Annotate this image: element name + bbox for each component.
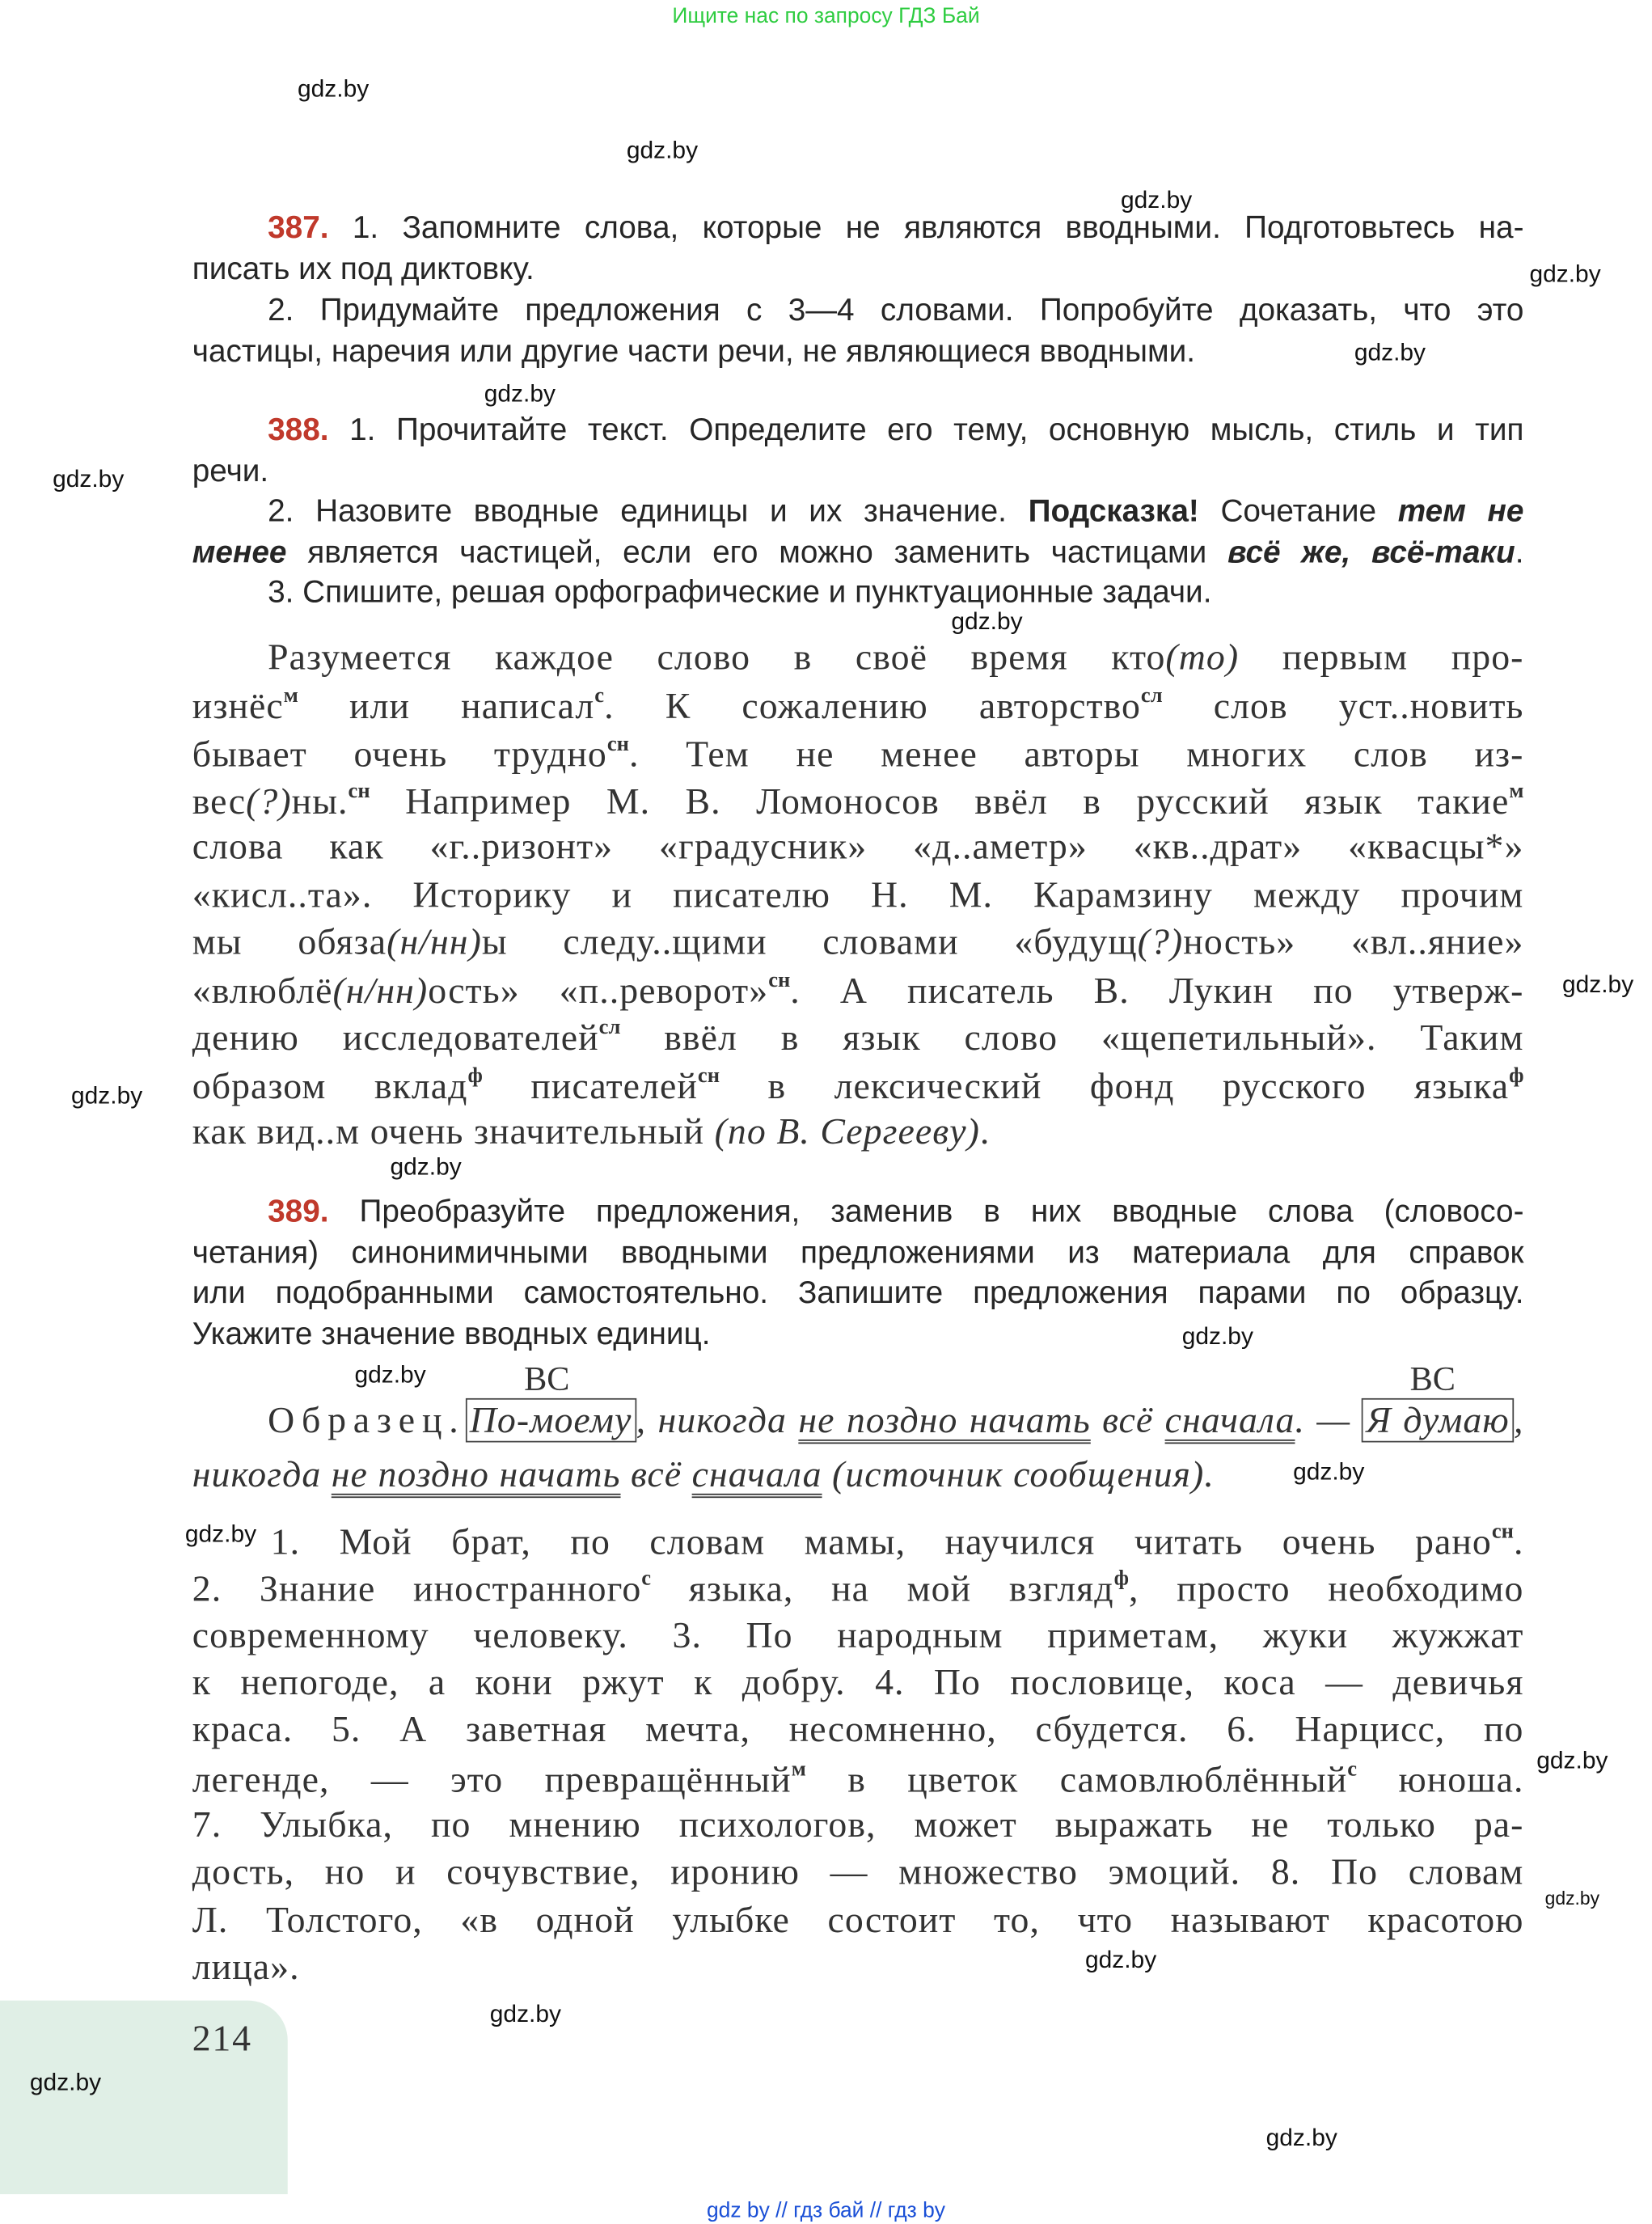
text-line <box>268 1399 1524 1441</box>
text-segment: Разумеется каждое слово в своё время кто <box>268 636 1166 679</box>
text-segment: 3. Спишите, решая орфографические и пунктуационные задачи. <box>268 573 1212 610</box>
text-line <box>192 1850 1524 1892</box>
watermark: gdz.by <box>489 2000 561 2028</box>
text-segment: слов уст..новить <box>1162 685 1524 727</box>
exercise-number: 388. <box>268 411 329 447</box>
text-segment: сначала <box>691 1453 822 1495</box>
text-line <box>192 1569 1524 1608</box>
text-segment: к непогоде, а кони ржут к добру. 4. По пословице, коса — девичья <box>192 1661 1524 1703</box>
watermark: gdz.by <box>1181 1322 1253 1351</box>
text-line <box>192 921 1524 963</box>
text-line <box>192 1614 1524 1656</box>
text-line <box>192 826 1524 868</box>
text-segment: изнёс <box>192 685 284 727</box>
superscript-mark: м <box>283 684 298 708</box>
text-segment: легенде, — это превращённый <box>192 1758 792 1800</box>
text-segment: частицы, наречия или другие части речи, не являющиеся вводными. <box>192 332 1196 369</box>
text-line <box>192 874 1524 916</box>
superscript-mark: сн <box>768 969 791 993</box>
text-segment: . А писатель В. Лукин по утверж- <box>790 970 1524 1012</box>
text-segment: всё <box>1090 1399 1165 1441</box>
text-segment: всё же, всё-таки <box>1227 534 1515 570</box>
text-line <box>192 1110 1524 1152</box>
watermark: gdz.by <box>1354 339 1426 366</box>
watermark: gdz.by <box>29 2069 102 2096</box>
watermark: gdz.by <box>184 1520 257 1548</box>
watermark: gdz.by <box>626 137 699 164</box>
text-segment: первым про- <box>1239 636 1524 679</box>
watermark: gdz.by <box>1293 1457 1365 1486</box>
text-segment: 2. Назовите вводные единицы и их значение. <box>268 493 1029 529</box>
text-segment: Преобразуйте предложения, заменив в них вводные слова (словосо- <box>328 1193 1524 1229</box>
superscript-mark: ф <box>467 1064 483 1089</box>
text-segment: или подобранными самостоятельно. Запишите предложения парами по образцу. <box>192 1274 1524 1310</box>
text-segment: лица». <box>192 1946 300 1988</box>
superscript-mark: сн <box>1491 1520 1514 1544</box>
text-segment: ны. <box>291 780 349 822</box>
text-line <box>192 1274 1524 1310</box>
text-segment: тем не <box>1397 493 1524 529</box>
text-segment: , просто необходимо <box>1128 1567 1524 1610</box>
text-line <box>192 452 1524 488</box>
text-line <box>192 1234 1524 1271</box>
superscript-mark: сн <box>697 1064 720 1089</box>
watermark: gdz.by <box>951 607 1023 636</box>
superscript-mark: сл <box>1140 684 1163 708</box>
text-segment: «кисл..та». Историку и писателю Н. М. Карамзину между прочим <box>192 874 1524 916</box>
text-line <box>268 411 1524 447</box>
superscript-mark: сл <box>598 1017 621 1040</box>
text-segment: . <box>1513 1520 1524 1562</box>
text-segment: менее <box>192 534 287 570</box>
text-segment: всё <box>620 1453 692 1495</box>
text-segment: ы следу..щими словами «будущ <box>481 921 1138 963</box>
text-line <box>192 332 1524 369</box>
text-line <box>192 684 1524 727</box>
text-segment: . К сожалению авторство <box>604 685 1141 727</box>
text-segment: Л. Толстого, «в одной улыбке состоит то, что называют красотою <box>192 1899 1524 1941</box>
text-line <box>192 1899 1524 1941</box>
superscript-mark: сн <box>606 733 629 756</box>
text-segment: . Тем не менее авторы многих слов из- <box>628 734 1524 776</box>
text-segment: никогда <box>192 1453 332 1495</box>
text-line <box>192 1661 1524 1703</box>
text-segment: вес <box>192 780 247 822</box>
text-segment: как вид..м очень значительный <box>192 1110 715 1152</box>
text-line <box>192 1315 1524 1351</box>
superscript-mark: с <box>641 1567 652 1591</box>
text-line <box>268 636 1524 679</box>
sample-label-vs: ВС <box>524 1362 570 1399</box>
text-line <box>192 1803 1524 1846</box>
watermark: gdz.by <box>53 465 125 493</box>
text-line <box>192 1018 1524 1057</box>
exercise-number: 387. <box>268 209 329 245</box>
text-segment: является частицей, если его можно заменить частицами <box>286 534 1228 570</box>
text-segment: речи. <box>192 452 269 488</box>
search-banner[interactable]: Ищите нас по запросу ГДЗ Бай <box>672 4 980 29</box>
text-line <box>271 1522 1524 1561</box>
text-segment: Например М. В. Ломоносов ввёл в русский язык такие <box>370 780 1510 822</box>
superscript-mark: с <box>1347 1758 1358 1782</box>
text-segment: в цветок самовлюблённый <box>805 1758 1348 1800</box>
text-segment: (источник сообщения). <box>822 1453 1215 1495</box>
text-segment: . <box>979 1110 991 1152</box>
text-line <box>268 1193 1524 1229</box>
text-segment: 1. Мой брат, по словам мамы, научился читать очень рано <box>270 1520 1492 1562</box>
text-segment: сначала <box>1164 1399 1295 1441</box>
superscript-mark: сн <box>348 780 370 803</box>
text-segment: или написал <box>298 685 595 727</box>
text-segment: образом вклад <box>192 1065 468 1107</box>
text-line <box>192 1946 1524 1988</box>
text-segment: не поздно начать <box>798 1399 1091 1441</box>
sample-label-vs: ВС <box>1409 1362 1456 1399</box>
text-line <box>192 250 1524 286</box>
text-segment: (н/нн) <box>387 921 482 963</box>
text-segment: ность» «вл..яние» <box>1183 921 1524 963</box>
text-segment: мы обяза <box>192 921 387 963</box>
text-segment: Подсказка! <box>1028 493 1199 529</box>
watermark: gdz.by <box>1536 1747 1608 1774</box>
text-line <box>192 1708 1524 1750</box>
text-segment: писать их под диктовку. <box>192 250 534 286</box>
text-line <box>192 1760 1524 1799</box>
text-segment: ость» «п..реворот» <box>428 970 769 1012</box>
text-segment: слова как «г..ризонт» «градусник» «д..аметр» «кв..драт» «квасцы*» <box>192 826 1524 868</box>
text-segment: . — <box>1295 1399 1363 1441</box>
text-segment: ввёл в язык слово «щепетильный». Таким <box>620 1017 1524 1059</box>
text-line <box>192 1064 1524 1107</box>
watermark: gdz.by <box>70 1082 143 1110</box>
text-segment: 2. Придумайте предложения с 3—4 словами. Попробуйте доказать, что это <box>268 291 1524 328</box>
superscript-mark: с <box>594 684 605 708</box>
text-segment: четания) синонимичными вводными предложениями из материала для справок <box>192 1234 1524 1271</box>
watermark: gdz.by <box>1561 970 1634 999</box>
watermark: gdz.by <box>484 380 556 408</box>
text-segment: не поздно начать <box>331 1453 621 1495</box>
superscript-mark: м <box>791 1758 806 1782</box>
text-line <box>192 733 1524 776</box>
text-line <box>268 573 1523 610</box>
text-segment: «влюблё <box>192 970 333 1012</box>
exercise-number: 389. <box>268 1193 329 1229</box>
text-segment: (то) <box>1165 636 1240 679</box>
text-segment: (?) <box>1137 921 1184 963</box>
text-line <box>192 782 1524 821</box>
text-segment: 1. Запомните слова, которые не являются вводными. Подготовьтесь на- <box>328 209 1524 245</box>
text-segment: 7. Улыбка, по мнению психологов, может выражать не только ра- <box>192 1803 1524 1846</box>
text-line <box>268 493 1524 529</box>
text-segment: Укажите значение вводных единиц. <box>192 1315 711 1351</box>
text-segment: современному человеку. 3. По народным приметам, жуки жужжат <box>192 1614 1524 1656</box>
text-segment: краса. 5. А заветная мечта, несомненно, сбудется. 6. Нарцисс, по <box>192 1708 1524 1750</box>
watermark: gdz.by <box>1265 2124 1337 2152</box>
text-line <box>268 209 1524 245</box>
watermark: gdz.by <box>1084 1946 1157 1974</box>
text-segment: бывает очень трудно <box>192 734 607 776</box>
superscript-mark: м <box>1509 780 1524 803</box>
text-segment: Образец. <box>268 1399 466 1441</box>
superscript-mark: ф <box>1113 1567 1129 1591</box>
text-segment: дению исследователей <box>192 1017 599 1059</box>
text-segment: , <box>1513 1399 1524 1441</box>
text-segment: Сочетание <box>1198 493 1398 529</box>
watermark: gdz.by <box>1544 1887 1600 1909</box>
watermark: gdz.by <box>1529 260 1601 288</box>
watermark: gdz.by <box>1120 186 1193 214</box>
text-segment: писателей <box>482 1065 698 1107</box>
watermark: gdz.by <box>298 75 370 103</box>
page-number: 214 <box>192 2017 252 2059</box>
text-segment: языка, на мой взгляд <box>651 1567 1114 1610</box>
text-segment: . <box>1515 534 1524 570</box>
text-segment: (по В. Сергееву) <box>714 1110 980 1152</box>
text-segment: (?) <box>246 780 292 822</box>
footer-links[interactable]: gdz by // гдз бай // гдз by <box>706 2198 946 2223</box>
text-line <box>268 291 1524 328</box>
text-line <box>192 971 1524 1010</box>
text-line <box>192 534 1524 570</box>
text-segment: По-моему <box>466 1398 636 1443</box>
superscript-mark: ф <box>1509 1064 1524 1089</box>
text-segment: Я думаю <box>1362 1398 1514 1443</box>
text-segment: 1. Прочитайте текст. Определите его тему, основную мысль, стиль и тип <box>328 411 1524 447</box>
text-segment: в лексический фонд русского языка <box>720 1065 1510 1107</box>
watermark: gdz.by <box>354 1361 426 1389</box>
text-segment: 2. Знание иностранного <box>192 1567 642 1610</box>
text-segment: , никогда <box>636 1399 799 1441</box>
text-segment: юноша. <box>1357 1758 1524 1800</box>
watermark: gdz.by <box>390 1153 462 1181</box>
text-segment: дость, но и сочувствие, иронию — множество эмоций. 8. По словам <box>192 1850 1524 1892</box>
text-segment: (н/нн) <box>332 970 429 1012</box>
